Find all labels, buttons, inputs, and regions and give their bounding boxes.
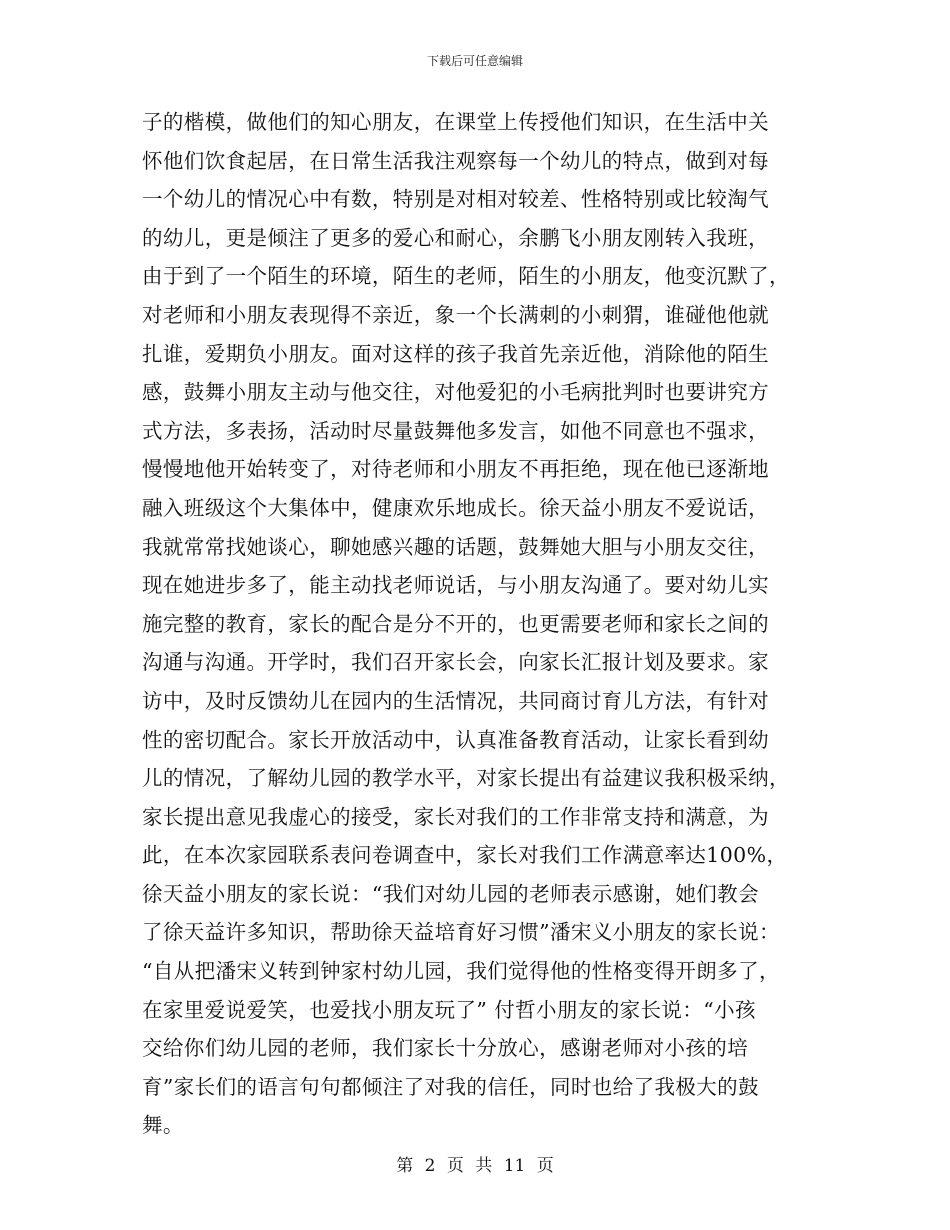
text-line: 由于到了一个陌生的环境，陌生的老师，陌生的小朋友，他变沉默了，	[142, 264, 790, 289]
text-line: 家长提出意见我虚心的接受，家长对我们的工作非常支持和满意，为	[142, 804, 769, 829]
text-line: 怀他们饮食起居，在日常生活我注观察每一个幼儿的特点，做到对每	[142, 148, 769, 173]
text-line: 施完整的教育，家长的配合是分不开的，也更需要老师和家长之间的	[142, 611, 769, 636]
text-line: 性的密切配合。家长开放活动中，认真准备教育活动，让家长看到幼	[142, 727, 769, 752]
text-line: “自从把潘宋义转到钟家村幼儿园，我们觉得他的性格变得开朗多了，	[142, 959, 780, 984]
text-line: 一个幼儿的情况心中有数，特别是对相对较差、性格特别或比较淘气	[142, 187, 769, 212]
text-line: 融入班级这个大集体中，健康欢乐地成长。徐天益小朋友不爱说话，	[142, 495, 769, 520]
text-line: 式方法，多表扬，活动时尽量鼓舞他多发言，如他不同意也不强求，	[142, 418, 769, 443]
text-line: 感，鼓舞小朋友主动与他交往，对他爱犯的小毛病批判时也要讲究方	[142, 380, 769, 405]
text-line: 慢慢地他开始转变了，对待老师和小朋友不再拒绝，现在他已逐渐地	[142, 457, 769, 482]
body-paragraph	[142, 103, 808, 1145]
text-line: 沟通与沟通。开学时，我们召开家长会，向家长汇报计划及要求。家	[142, 650, 769, 675]
text-line: 舞。	[142, 1113, 184, 1138]
text-line: 徐天益小朋友的家长说：“我们对幼儿园的老师表示感谢，她们教会	[142, 881, 759, 906]
text-line: 了徐天益许多知识，帮助徐天益培育好习惯”潘宋义小朋友的家长说：	[142, 920, 780, 945]
text-line: 此，在本次家园联系表问卷调查中，家长对我们工作满意率达100%，	[142, 843, 788, 868]
page-header: 下载后可任意编辑	[426, 54, 523, 68]
page-footer-page-number: 第 2 页 共 11 页	[396, 1156, 554, 1176]
text-line: 在家里爱说爱笑，也爱找小朋友玩了” 付哲小朋友的家长说：“小孩	[142, 997, 756, 1022]
text-line: 儿的情况，了解幼儿园的教学水平，对家长提出有益建议我积极采纳，	[142, 766, 790, 791]
text-line: 现在她进步多了，能主动找老师说话，与小朋友沟通了。要对幼儿实	[142, 573, 769, 598]
text-line: 对老师和小朋友表现得不亲近，象一个长满刺的小刺猬，谁碰他他就	[142, 302, 769, 327]
text-line: 交给你们幼儿园的老师，我们家长十分放心，感谢老师对小孩的培	[142, 1036, 749, 1061]
text-line: 的幼儿，更是倾注了更多的爱心和耐心，余鹏飞小朋友刚转入我班，	[142, 225, 769, 250]
text-line: 育”家长们的语言句句都倾注了对我的信任，同时也给了我极大的鼓	[142, 1074, 759, 1099]
text-line: 我就常常找她谈心，聊她感兴趣的话题，鼓舞她大胆与小朋友交往，	[142, 534, 769, 559]
text-line: 子的楷模，做他们的知心朋友，在课堂上传授他们知识，在生活中关	[142, 110, 769, 134]
text-line: 访中，及时反馈幼儿在园内的生活情况，共同商讨育儿方法，有针对	[142, 688, 769, 713]
text-line: 扎谁，爱期负小朋友。面对这样的孩子我首先亲近他，消除他的陌生	[142, 341, 769, 366]
